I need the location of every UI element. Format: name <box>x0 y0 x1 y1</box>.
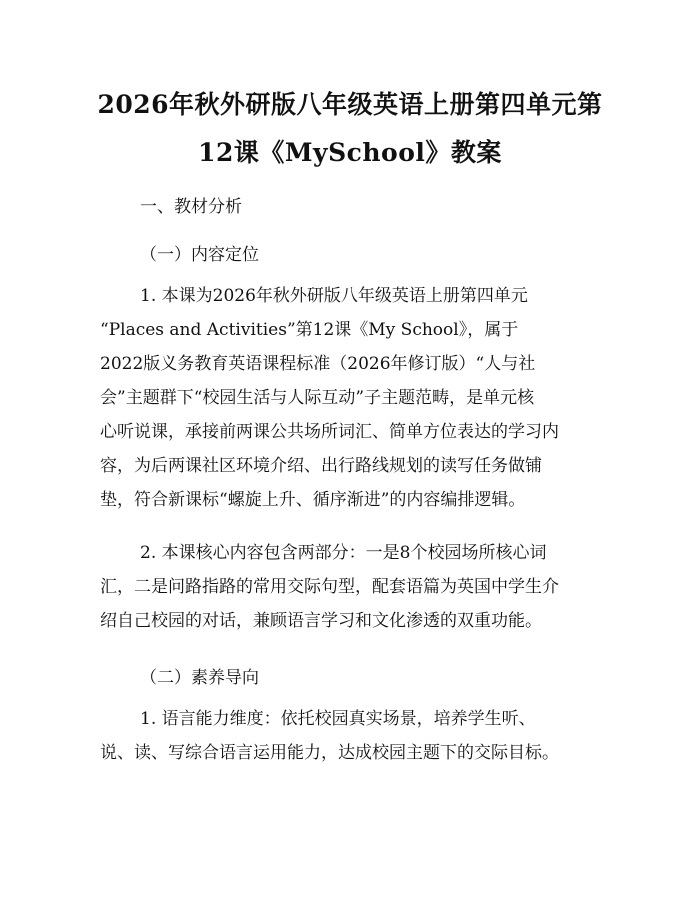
paragraph-2-line-2: 汇，二是问路指路的常用交际句型，配套语篇为英国中学生介 <box>100 577 559 597</box>
document-title-line-1: 2026年秋外研版八年级英语上册第四单元第 <box>97 90 603 119</box>
paragraph-3-line-1: 1. 语言能力维度：依托校园真实场景，培养学生听、 <box>140 709 536 729</box>
subsection-heading-content-positioning: （一）内容定位 <box>140 245 259 265</box>
paragraph-1-line-6: 容，为后两课社区环境介绍、出行路线规划的读写任务做铺 <box>100 456 542 476</box>
section-heading-analysis: 一、教材分析 <box>140 197 242 217</box>
paragraph-1-line-7: 垫，符合新课标“螺旋上升、循序渐进”的内容编排逻辑。 <box>100 490 526 510</box>
paragraph-2-line-1: 2. 本课核心内容包含两部分：一是8个校园场所核心词 <box>140 543 547 563</box>
paragraph-1-line-1: 1. 本课为2026年秋外研版八年级英语上册第四单元 <box>140 286 528 306</box>
paragraph-1-line-4: 会”主题群下“校园生活与人际互动”子主题范畴，是单元核 <box>100 388 535 408</box>
paragraph-2-line-3: 绍自己校园的对话，兼顾语言学习和文化渗透的双重功能。 <box>100 611 542 631</box>
paragraph-1-line-3: 2022版义务教育英语课程标准（2026年修订版）“人与社 <box>100 354 536 374</box>
paragraph-1-line-2: “Places and Activities”第12课《My School》，属于 <box>100 320 519 340</box>
document-title-line-2: 12课《MySchool》教案 <box>198 138 502 167</box>
subsection-heading-literacy-orientation: （二）素养导向 <box>140 668 259 688</box>
paragraph-3-line-2: 说、读、写综合语言运用能力，达成校园主题下的交际目标。 <box>100 743 559 763</box>
paragraph-1-line-5: 心听说课，承接前两课公共场所词汇、简单方位表达的学习内 <box>100 422 559 442</box>
